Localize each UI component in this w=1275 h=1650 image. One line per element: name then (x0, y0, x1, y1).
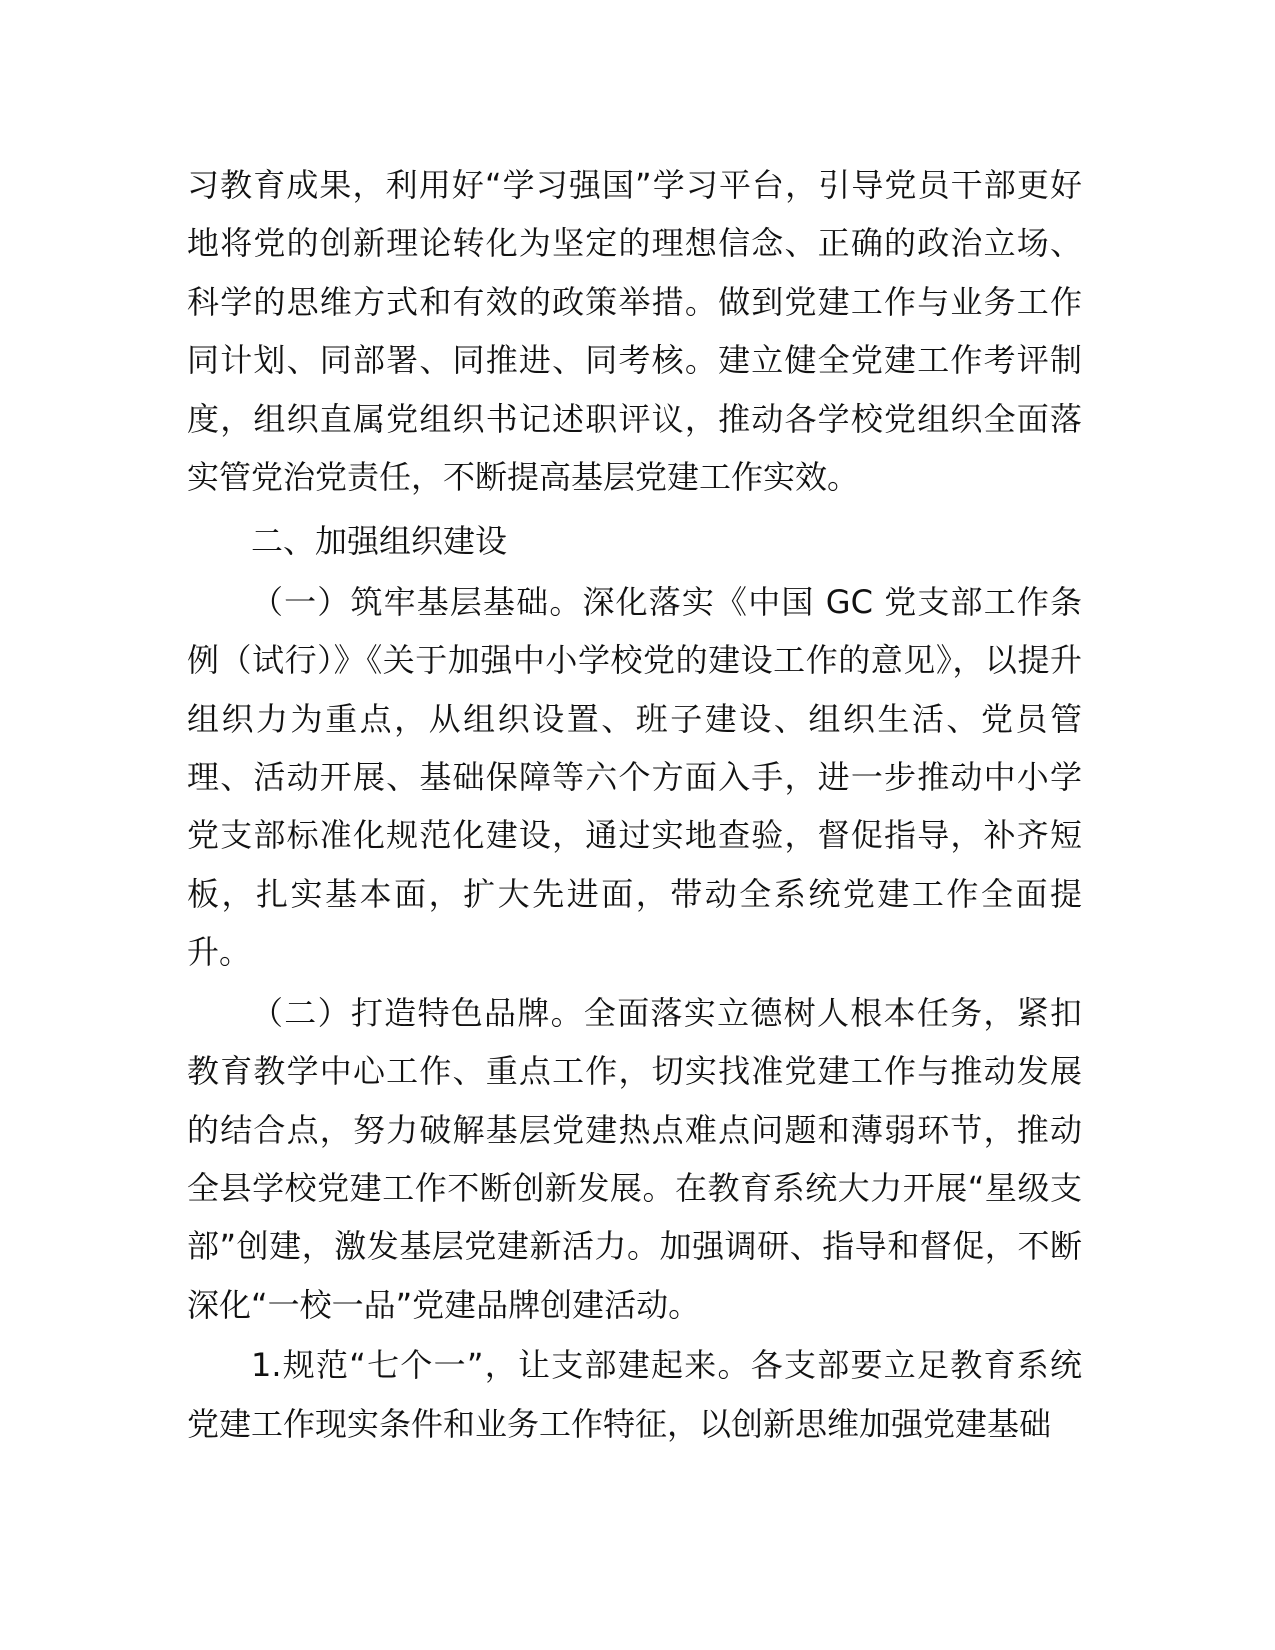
paragraph-item-1: 1.规范“七个一”，让支部建起来。各支部要立足教育系统党建工作现实条件和业务工作特征，以创新思维加强党建基础 (187, 1346, 1082, 1443)
section-heading-2: 二、加强组织建设 (251, 522, 508, 561)
document-body (187, 156, 1082, 1453)
paragraph-section-2: （二）打造特色品牌。全面落实立德树人根本任务，紧扣教育教学中心工作、重点工作，切实找准党建工作与推动发展的结合点，努力破解基层党建热点难点问题和薄弱环节，推动全县学校党建工作不断创新发展。在教育系统大力开展“星级支部”创建，激发基层党建新活力。加强调研、指导和督促，不断深化“一校一品”党建品牌创建活动。 (187, 993, 1082, 1324)
paragraph-continuation: 习教育成果，利用好“学习强国”学习平台，引导党员干部更好地将党的创新理论转化为坚定的理想信念、正确的政治立场、科学的思维方式和有效的政策举措。做到党建工作与业务工作同计划、同部署、同推进、同考核。建立健全党建工作考评制度，组织直属党组织书记述职评议，推动各学校党组织全面落实管党治党责任，不断提高基层党建工作实效。 (187, 166, 1082, 497)
paragraph-section-1: （一）筑牢基层基础。深化落实《中国 GC 党支部工作条例（试行）》《关于加强中小学校党的建设工作的意见》，以提升组织力为重点，从组织设置、班子建设、组织生活、党员管理、活动开展、基础保障等六个方面入手，进一步推动中小学党支部标准化规范化建设，通过实地查验，督促指导，补齐短板，扎实基本面，扩大先进面，带动全系统党建工作全面提升。 (187, 582, 1082, 972)
